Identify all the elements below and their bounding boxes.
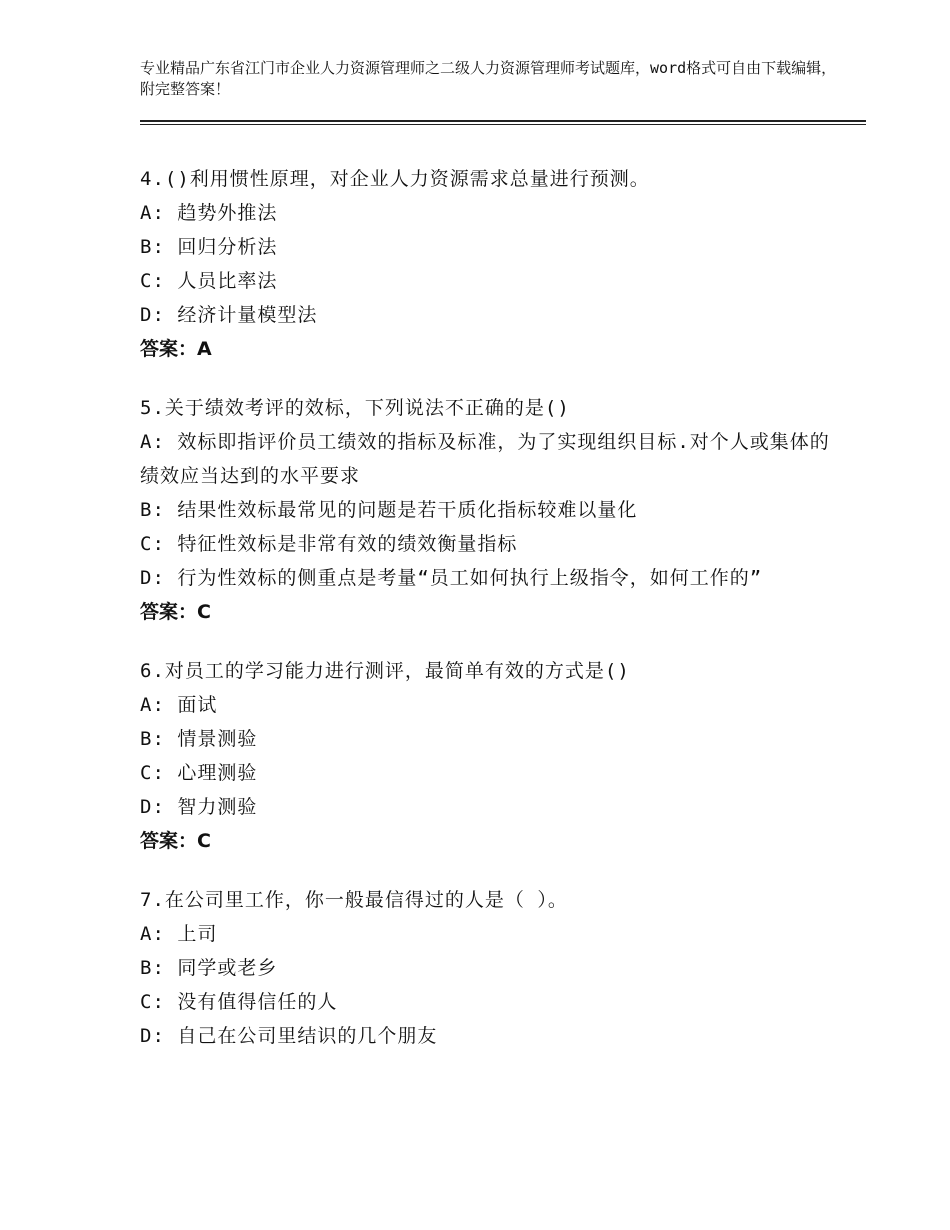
question-stem: 5.关于绩效考评的效标，下列说法不正确的是()	[140, 397, 570, 419]
option-c: C: 人员比率法	[140, 270, 278, 292]
question-7	[140, 883, 840, 1053]
option-a: A: 面试	[140, 694, 218, 716]
option-d: D: 行为性效标的侧重点是考量“员工如何执行上级指令，如何工作的”	[140, 567, 763, 589]
option-c: C: 特征性效标是非常有效的绩效衡量指标	[140, 533, 518, 555]
option-b: B: 结果性效标最常见的问题是若干质化指标较难以量化	[140, 499, 638, 521]
option-a: A: 上司	[140, 923, 218, 945]
question-stem: 6.对员工的学习能力进行测评，最简单有效的方式是()	[140, 660, 630, 682]
option-c: C: 心理测验	[140, 762, 258, 784]
answer-label: 答案：C	[140, 830, 211, 852]
option-b: B: 回归分析法	[140, 236, 278, 258]
header-rule-thick	[140, 120, 866, 122]
question-list	[140, 162, 840, 1078]
question-5	[140, 391, 840, 629]
document-header: 专业精品广东省江门市企业人力资源管理师之二级人力资源管理师考试题库，word格式可自由下载编辑，附完整答案！	[140, 59, 837, 98]
answer-label: 答案：A	[140, 338, 212, 360]
option-d: D: 智力测验	[140, 796, 258, 818]
answer-label: 答案：C	[140, 601, 211, 623]
question-stem: 7.在公司里工作，你一般最信得过的人是（ ）。	[140, 889, 568, 911]
option-a: A: 趋势外推法	[140, 202, 278, 224]
option-a: A: 效标即指评价员工绩效的指标及标准，为了实现组织目标.对个人或集体的绩效应当达到的水平要求	[140, 431, 830, 487]
option-c: C: 没有值得信任的人	[140, 991, 338, 1013]
option-d: D: 经济计量模型法	[140, 304, 318, 326]
header-rule-thin	[140, 124, 866, 125]
option-b: B: 同学或老乡	[140, 957, 278, 979]
question-6	[140, 654, 840, 858]
question-stem: 4.()利用惯性原理，对企业人力资源需求总量进行预测。	[140, 168, 650, 190]
question-4	[140, 162, 840, 366]
option-b: B: 情景测验	[140, 728, 258, 750]
option-d: D: 自己在公司里结识的几个朋友	[140, 1025, 438, 1047]
